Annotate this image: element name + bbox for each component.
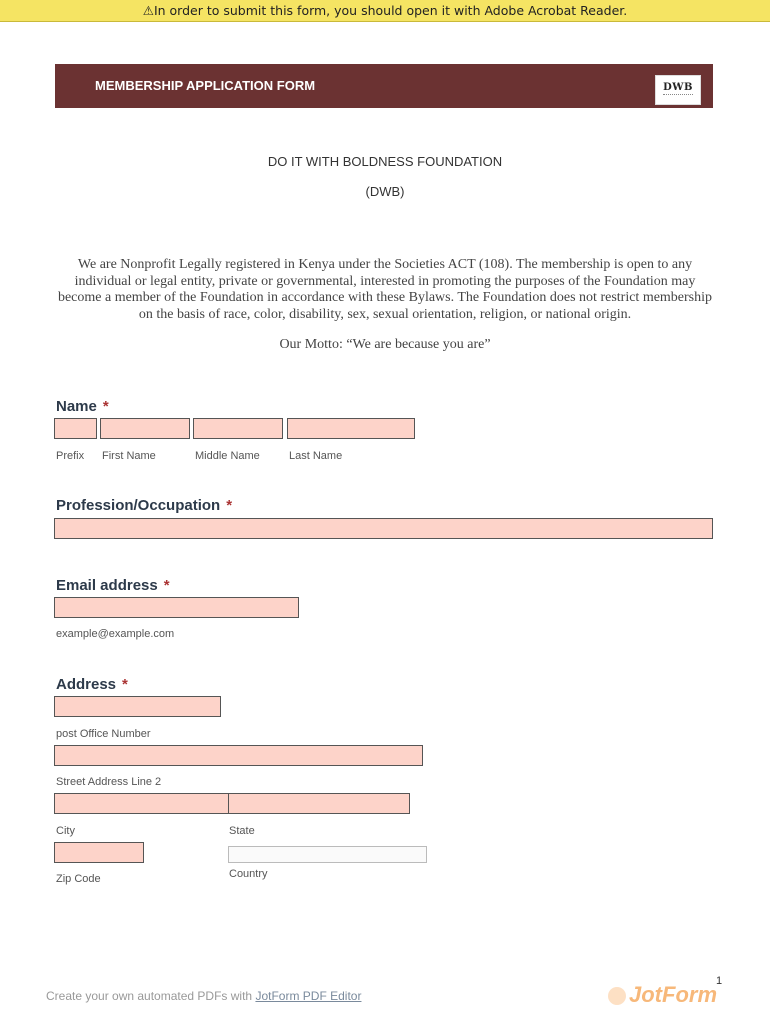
logo-text: DWB	[663, 82, 693, 93]
email-field[interactable]	[54, 597, 299, 618]
street-line-2-caption: Street Address Line 2	[56, 776, 162, 788]
address-label-text: Address	[56, 676, 117, 693]
country-field[interactable]	[228, 846, 427, 863]
zip-code-field[interactable]	[54, 842, 144, 863]
organization-abbreviation: (DWB)	[365, 184, 405, 199]
country-caption: Country	[229, 868, 268, 880]
organization-name: DO IT WITH BOLDNESS FOUNDATION	[267, 154, 503, 169]
jotform-logo-text: JotForm	[629, 982, 717, 1007]
email-label	[56, 577, 170, 594]
motto: Our Motto: “We are because you are”	[279, 337, 491, 352]
email-label-text: Email address	[56, 577, 158, 594]
jotform-pdf-editor-link[interactable]: JotForm PDF Editor	[255, 989, 362, 1003]
required-asterisk: *	[163, 577, 170, 594]
last-name-caption: Last Name	[289, 450, 343, 462]
name-label-text: Name	[56, 398, 97, 415]
prefix-field[interactable]	[54, 418, 97, 439]
profession-label	[56, 497, 232, 514]
footer-promo: Create your own automated PDFs with	[46, 989, 256, 1003]
acrobat-notice-banner: ⚠In order to submit this form, you should open it with Adobe Acrobat Reader.	[0, 0, 770, 22]
profession-label-text: Profession/Occupation	[56, 497, 221, 514]
footer-text	[46, 989, 361, 1003]
logo-underline	[663, 94, 693, 95]
po-box-caption: post Office Number	[56, 728, 151, 740]
form-header-bar	[55, 64, 713, 108]
first-name-caption: First Name	[102, 450, 156, 462]
street-line-2-field[interactable]	[54, 745, 423, 766]
prefix-caption: Prefix	[56, 450, 85, 462]
state-caption: State	[229, 825, 255, 837]
address-label	[56, 676, 128, 693]
middle-name-field[interactable]	[193, 418, 283, 439]
form-title: MEMBERSHIP APPLICATION FORM	[95, 78, 316, 93]
state-field[interactable]	[228, 793, 410, 814]
po-box-field[interactable]	[54, 696, 221, 717]
city-field[interactable]	[54, 793, 229, 814]
jotform-pencil-icon	[608, 987, 626, 1005]
page-number: 1	[716, 975, 723, 987]
name-label	[56, 398, 109, 415]
city-caption: City	[56, 825, 75, 837]
required-asterisk: *	[226, 497, 233, 514]
middle-name-caption: Middle Name	[195, 450, 260, 462]
first-name-field[interactable]	[100, 418, 190, 439]
email-hint: example@example.com	[56, 628, 175, 640]
zip-code-caption: Zip Code	[56, 873, 101, 885]
intro-paragraph: We are Nonprofit Legally registered in Kenya under the Societies ACT (108). The membership is open to any individual or legal entity, private or governmental, interested in promoting the purposes of the Foundation may become a member of the Foundation in accordance with these Bylaws. The Foundation does not restrict membership on the basis of race, color, disability, sex, sexual orientation, religion, or national origin.	[57, 257, 713, 322]
profession-field[interactable]	[54, 518, 713, 539]
last-name-field[interactable]	[287, 418, 415, 439]
dwb-logo	[655, 75, 701, 105]
required-asterisk: *	[102, 398, 109, 415]
jotform-logo	[608, 982, 717, 1008]
required-asterisk: *	[122, 676, 128, 693]
